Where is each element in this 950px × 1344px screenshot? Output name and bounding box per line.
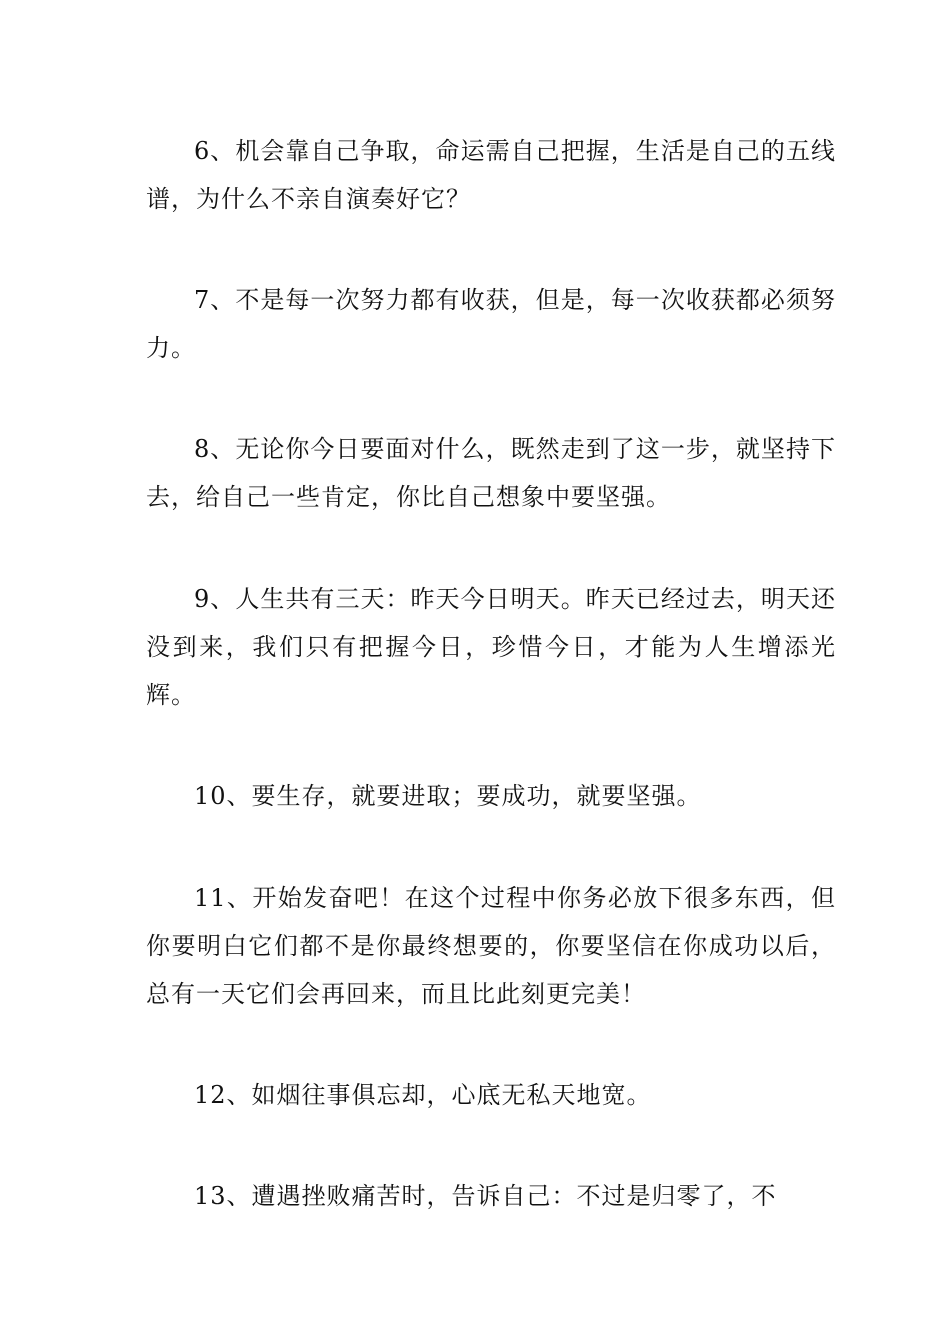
paragraph-10: 10、要生存，就要进取；要成功，就要坚强。	[194, 782, 702, 810]
paragraph-6: 6、机会靠自己争取，命运需自己把握，生活是自己的五线谱，为什么不亲自演奏好它？	[146, 137, 836, 213]
paragraph-13: 13、遭遇挫败痛苦时，告诉自己：不过是归零了，不	[194, 1182, 777, 1210]
paragraph-11: 11、开始发奋吧！在这个过程中你务必放下很多东西，但你要明白它们都不是你最终想要的，你要坚信在你成功以后，总有一天它们会再回来，而且比此刻更完美！	[146, 884, 836, 1008]
paragraph-9: 9、人生共有三天：昨天今日明天。昨天已经过去，明天还没到来，我们只有把握今日，珍惜今日，才能为人生增添光辉。	[146, 585, 836, 709]
paragraph-8: 8、无论你今日要面对什么，既然走到了这一步，就坚持下去，给自己一些肯定，你比自己想象中要坚强。	[146, 435, 836, 511]
paragraph-7: 7、不是每一次努力都有收获，但是，每一次收获都必须努力。	[146, 286, 836, 362]
paragraph-12: 12、如烟往事俱忘却，心底无私天地宽。	[194, 1081, 652, 1109]
